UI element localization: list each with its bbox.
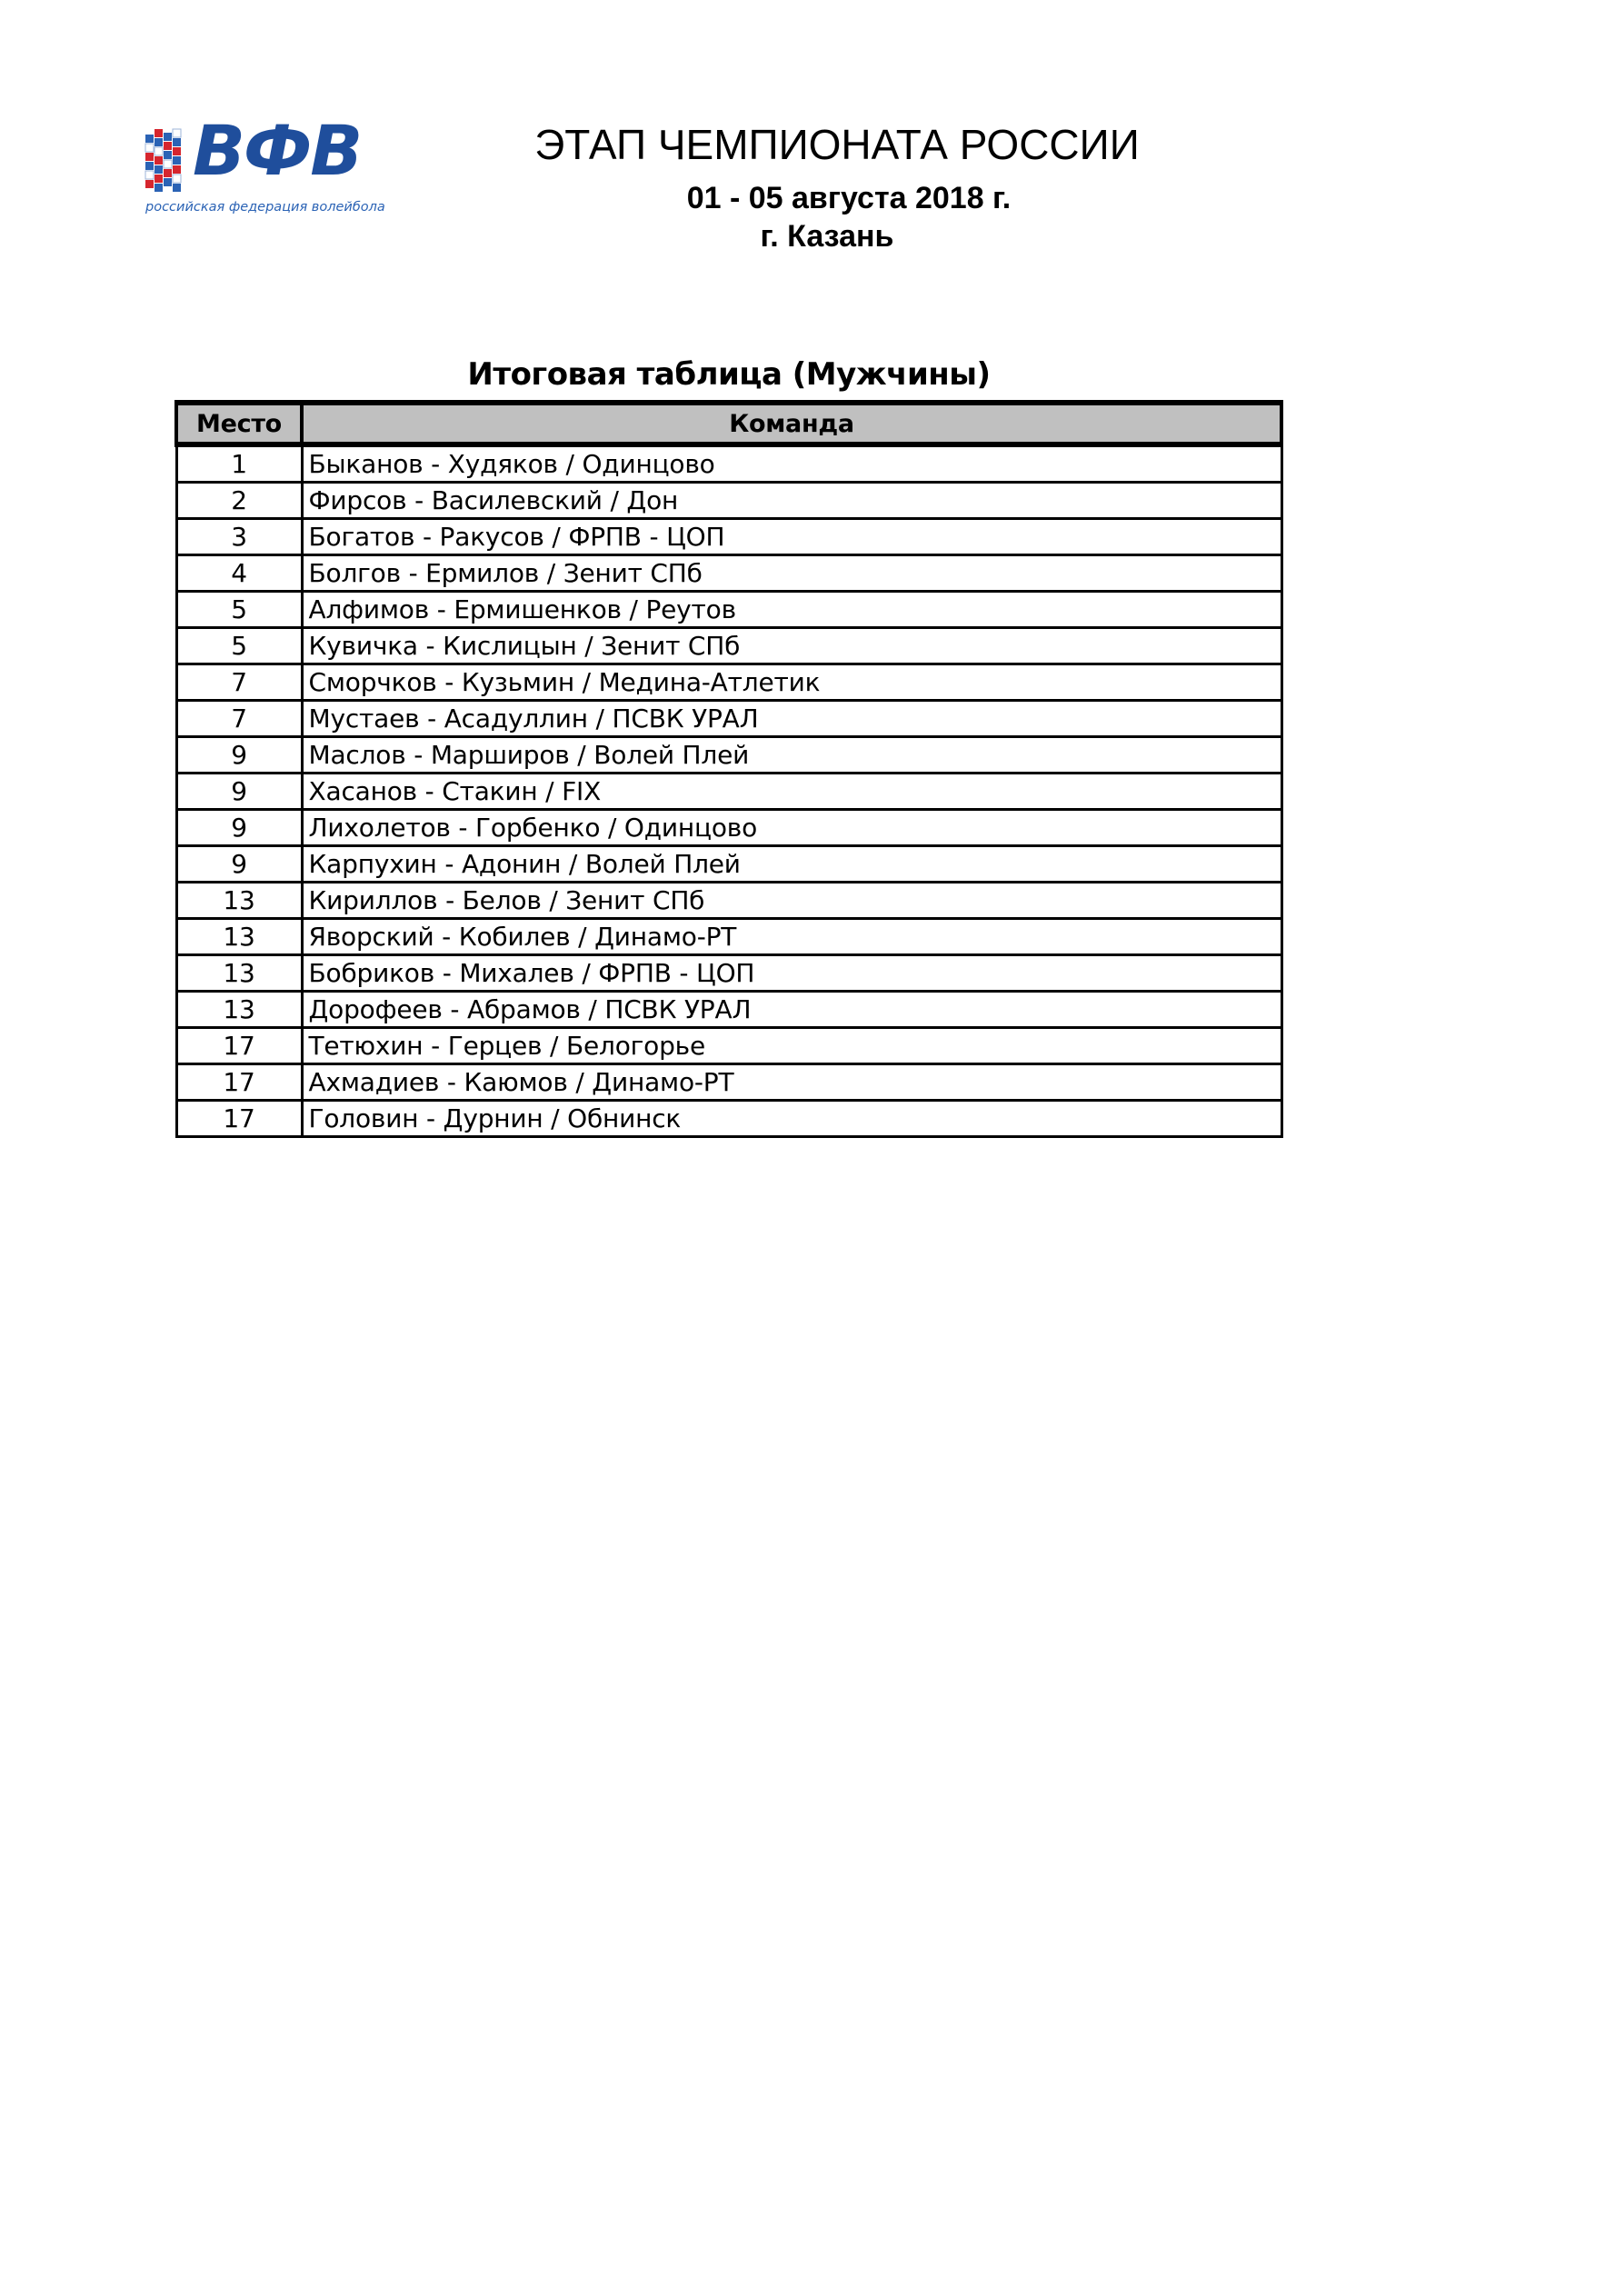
logo-wordmark: ВФВ [193,110,362,191]
place-cell: 9 [176,846,302,883]
table-row [176,846,1281,883]
team-cell: Бобриков - Михалев / ФРПВ - ЦОП [302,955,1281,992]
place-cell: 9 [176,810,302,846]
team-cell: Фирсов - Василевский / Дон [302,483,1281,519]
event-city: г. Казань [760,219,894,254]
table-row [176,444,1281,483]
team-cell: Сморчков - Кузьмин / Медина-Атлетик [302,664,1281,701]
table-title: Итоговая таблица (Мужчины) [467,356,991,393]
table-row [176,737,1281,774]
table-row [176,1028,1281,1064]
place-cell: 17 [176,1064,302,1101]
team-cell: Хасанов - Стакин / FIX [302,774,1281,810]
team-cell: Лихолетов - Горбенко / Одинцово [302,810,1281,846]
team-cell: Мустаев - Асадуллин / ПСВК УРАЛ [302,701,1281,737]
place-cell: 5 [176,628,302,664]
table-row [176,628,1281,664]
place-cell: 2 [176,483,302,519]
place-cell: 3 [176,519,302,555]
table-row [176,664,1281,701]
table-row [176,592,1281,628]
team-cell: Болгов - Ермилов / Зенит СПб [302,555,1281,592]
event-title: ЭТАП ЧЕМПИОНАТА РОССИИ [534,121,1140,168]
team-cell: Кириллов - Белов / Зенит СПб [302,883,1281,919]
place-cell: 17 [176,1101,302,1137]
standings-table [174,400,1283,1138]
team-cell: Дорофеев - Абрамов / ПСВК УРАЛ [302,992,1281,1028]
table-row [176,483,1281,519]
place-cell: 13 [176,883,302,919]
team-cell: Маслов - Марширов / Волей Плей [302,737,1281,774]
logo-caption: российская федерация волейбола [145,200,385,215]
team-cell: Яворский - Кобилев / Динамо-РТ [302,919,1281,955]
team-cell: Карпухин - Адонин / Волей Плей [302,846,1281,883]
table-row [176,955,1281,992]
place-cell: 5 [176,592,302,628]
column-header-place: Место [176,403,302,444]
table-row [176,992,1281,1028]
table-row [176,810,1281,846]
team-cell: Быканов - Худяков / Одинцово [302,444,1281,483]
place-cell: 1 [176,444,302,483]
team-cell: Алфимов - Ермишенков / Реутов [302,592,1281,628]
team-cell: Кувичка - Кислицын / Зенит СПб [302,628,1281,664]
place-cell: 13 [176,955,302,992]
table-row [176,1101,1281,1137]
place-cell: 7 [176,664,302,701]
table-row [176,1064,1281,1101]
table-row [176,774,1281,810]
column-header-team: Команда [302,403,1281,444]
table-row [176,701,1281,737]
place-cell: 13 [176,919,302,955]
table-row [176,519,1281,555]
table-row [176,919,1281,955]
place-cell: 4 [176,555,302,592]
place-cell: 17 [176,1028,302,1064]
team-cell: Ахмадиев - Каюмов / Динамо-РТ [302,1064,1281,1101]
table-row [176,555,1281,592]
team-cell: Головин - Дурнин / Обнинск [302,1101,1281,1137]
table-header-row [176,403,1281,444]
team-cell: Тетюхин - Герцев / Белогорье [302,1028,1281,1064]
team-cell: Богатов - Ракусов / ФРПВ - ЦОП [302,519,1281,555]
event-date: 01 - 05 августа 2018 г. [686,181,1012,215]
place-cell: 9 [176,774,302,810]
table-row [176,883,1281,919]
place-cell: 9 [176,737,302,774]
place-cell: 7 [176,701,302,737]
place-cell: 13 [176,992,302,1028]
